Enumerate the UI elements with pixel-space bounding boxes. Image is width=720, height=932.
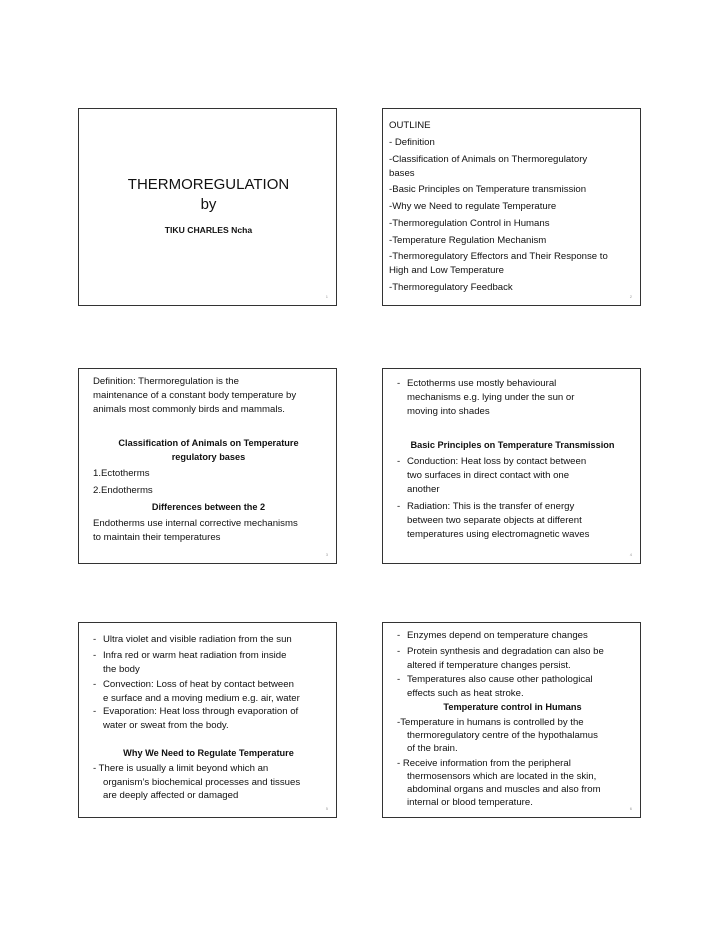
classification-heading: regulatory bases bbox=[171, 452, 246, 462]
receive-line: - Receive information from the peripheral bbox=[397, 758, 571, 769]
bullet-conduction: - Conduction: Heat loss by contact between two surfaces in direct contact with one another bbox=[397, 456, 587, 495]
outline-item: -Temperature Regulation Mechanism bbox=[389, 235, 547, 246]
receive-line: thermosensors which are located in the skin, bbox=[407, 771, 597, 782]
outline-item: - Definition bbox=[389, 137, 435, 148]
bullet-ectotherms: - Ectotherms use mostly behavioural mechanisms e.g. lying under the sun or moving into shades bbox=[397, 378, 575, 417]
slide-5 bbox=[78, 622, 337, 818]
control-line: -Temperature in humans is controlled by the bbox=[397, 717, 584, 728]
control-line: of the brain. bbox=[407, 743, 458, 754]
outline-item: -Thermoregulatory Feedback bbox=[389, 282, 513, 293]
bullet-uv: - Ultra violet and visible radiation from the sun bbox=[93, 634, 292, 645]
page-number: 4 bbox=[629, 552, 632, 557]
outline-item: -Why we Need to regulate Temperature bbox=[389, 201, 557, 212]
limit-line: organism’s biochemical processes and tissues bbox=[103, 777, 301, 788]
page-number: 2 bbox=[629, 294, 632, 299]
slide-1 bbox=[78, 108, 337, 306]
definition-line: Definition: Thermoregulation is the bbox=[93, 376, 239, 387]
bullet-radiation: - Radiation: This is the transfer of energy between two separate objects at different temperatures using electromagnetic waves bbox=[397, 501, 590, 540]
bullet-evaporation: - Evaporation: Heat loss through evaporation of water or sweat from the body. bbox=[93, 706, 299, 731]
bullet-line: Ectotherms use mostly behavioural bbox=[407, 378, 557, 389]
principles-heading: Basic Principles on Temperature Transmission bbox=[410, 440, 615, 450]
limit-line: are deeply affected or damaged bbox=[103, 790, 239, 801]
slide-3 bbox=[78, 368, 337, 564]
bullet-line: two surfaces in direct contact with one bbox=[407, 470, 570, 481]
outline-item: -Thermoregulation Control in Humans bbox=[389, 218, 550, 229]
differences-heading: Differences between the 2 bbox=[151, 502, 266, 512]
bullet-line: Protein synthesis and degradation can also be bbox=[407, 646, 604, 657]
outline-item: bases bbox=[389, 168, 415, 179]
bullet-line: e surface and a moving medium e.g. air, water bbox=[103, 693, 300, 704]
control-heading: Temperature control in Humans bbox=[443, 702, 582, 712]
receive-line: internal or blood temperature. bbox=[407, 797, 533, 808]
outline-item: -Basic Principles on Temperature transmission bbox=[389, 184, 587, 195]
bullet-line: water or sweat from the body. bbox=[103, 720, 229, 731]
bullet-line: Convection: Loss of heat by contact between bbox=[103, 679, 294, 690]
endotherms-line: Endotherms use internal corrective mechanisms bbox=[93, 518, 298, 529]
slide-title: THERMOREGULATION bbox=[127, 176, 290, 193]
bullet-enzymes: - Enzymes depend on temperature changes bbox=[397, 630, 588, 641]
bullet-infrared: - Infra red or warm heat radiation from inside the body bbox=[93, 650, 287, 675]
bullet-protein: - Protein synthesis and degradation can also be altered if temperature changes persist. bbox=[397, 646, 604, 671]
page-number: 5 bbox=[325, 806, 328, 811]
definition-line: maintenance of a constant body temperature by bbox=[93, 390, 297, 401]
outline-heading: OUTLINE bbox=[389, 120, 431, 131]
outline-item: -Classification of Animals on Thermoregulatory bbox=[389, 154, 588, 165]
bullet-line: mechanisms e.g. lying under the sun or bbox=[407, 392, 575, 403]
page-number: 1 bbox=[325, 294, 328, 299]
bullet-line: Infra red or warm heat radiation from inside bbox=[103, 650, 287, 661]
bullet-line: Radiation: This is the transfer of energy bbox=[407, 501, 575, 512]
bullet-line: temperatures using electromagnetic waves bbox=[407, 529, 590, 540]
bullet-line: Ultra violet and visible radiation from the sun bbox=[103, 634, 292, 645]
endotherms-line: to maintain their temperatures bbox=[93, 532, 221, 543]
bullet-line: between two separate objects at different bbox=[407, 515, 582, 526]
bullet-pathological: - Temperatures also cause other pathological effects such as heat stroke. bbox=[397, 674, 593, 699]
outline-item: High and Low Temperature bbox=[389, 265, 505, 276]
list-item: 1.Ectotherms bbox=[93, 468, 150, 479]
bullet-line: another bbox=[407, 484, 440, 495]
bullet-convection: - Convection: Loss of heat by contact between e surface and a moving medium e.g. air, water bbox=[93, 679, 300, 704]
bullet-line: Conduction: Heat loss by contact between bbox=[407, 456, 587, 467]
why-heading: Why We Need to Regulate Temperature bbox=[123, 748, 294, 758]
bullet-line: moving into shades bbox=[407, 406, 490, 417]
receive-line: abdominal organs and muscles and also from bbox=[407, 784, 601, 795]
bullet-line: Enzymes depend on temperature changes bbox=[407, 630, 588, 641]
outline-item: -Thermoregulatory Effectors and Their Response to bbox=[389, 251, 608, 262]
bullet-line: Temperatures also cause other pathological bbox=[407, 674, 593, 685]
slide-2 bbox=[382, 108, 641, 306]
slide-6 bbox=[382, 622, 641, 818]
classification-heading: Classification of Animals on Temperature bbox=[118, 438, 299, 448]
bullet-line: Evaporation: Heat loss through evaporation of bbox=[103, 706, 299, 717]
bullet-line: effects such as heat stroke. bbox=[407, 688, 524, 699]
list-item: 2.Endotherms bbox=[93, 485, 153, 496]
page-number: 3 bbox=[325, 552, 328, 557]
author-name: TIKU CHARLES Ncha bbox=[164, 225, 253, 235]
limit-line: - There is usually a limit beyond which an bbox=[93, 763, 269, 774]
bullet-line: altered if temperature changes persist. bbox=[407, 660, 571, 671]
slide-by: by bbox=[200, 196, 217, 213]
bullet-line: the body bbox=[103, 664, 140, 675]
slide-4 bbox=[382, 368, 641, 564]
control-line: thermoregulatory centre of the hypothalamus bbox=[407, 730, 598, 741]
definition-line: animals most commonly birds and mammals. bbox=[93, 404, 285, 415]
page-number: 6 bbox=[629, 806, 632, 811]
